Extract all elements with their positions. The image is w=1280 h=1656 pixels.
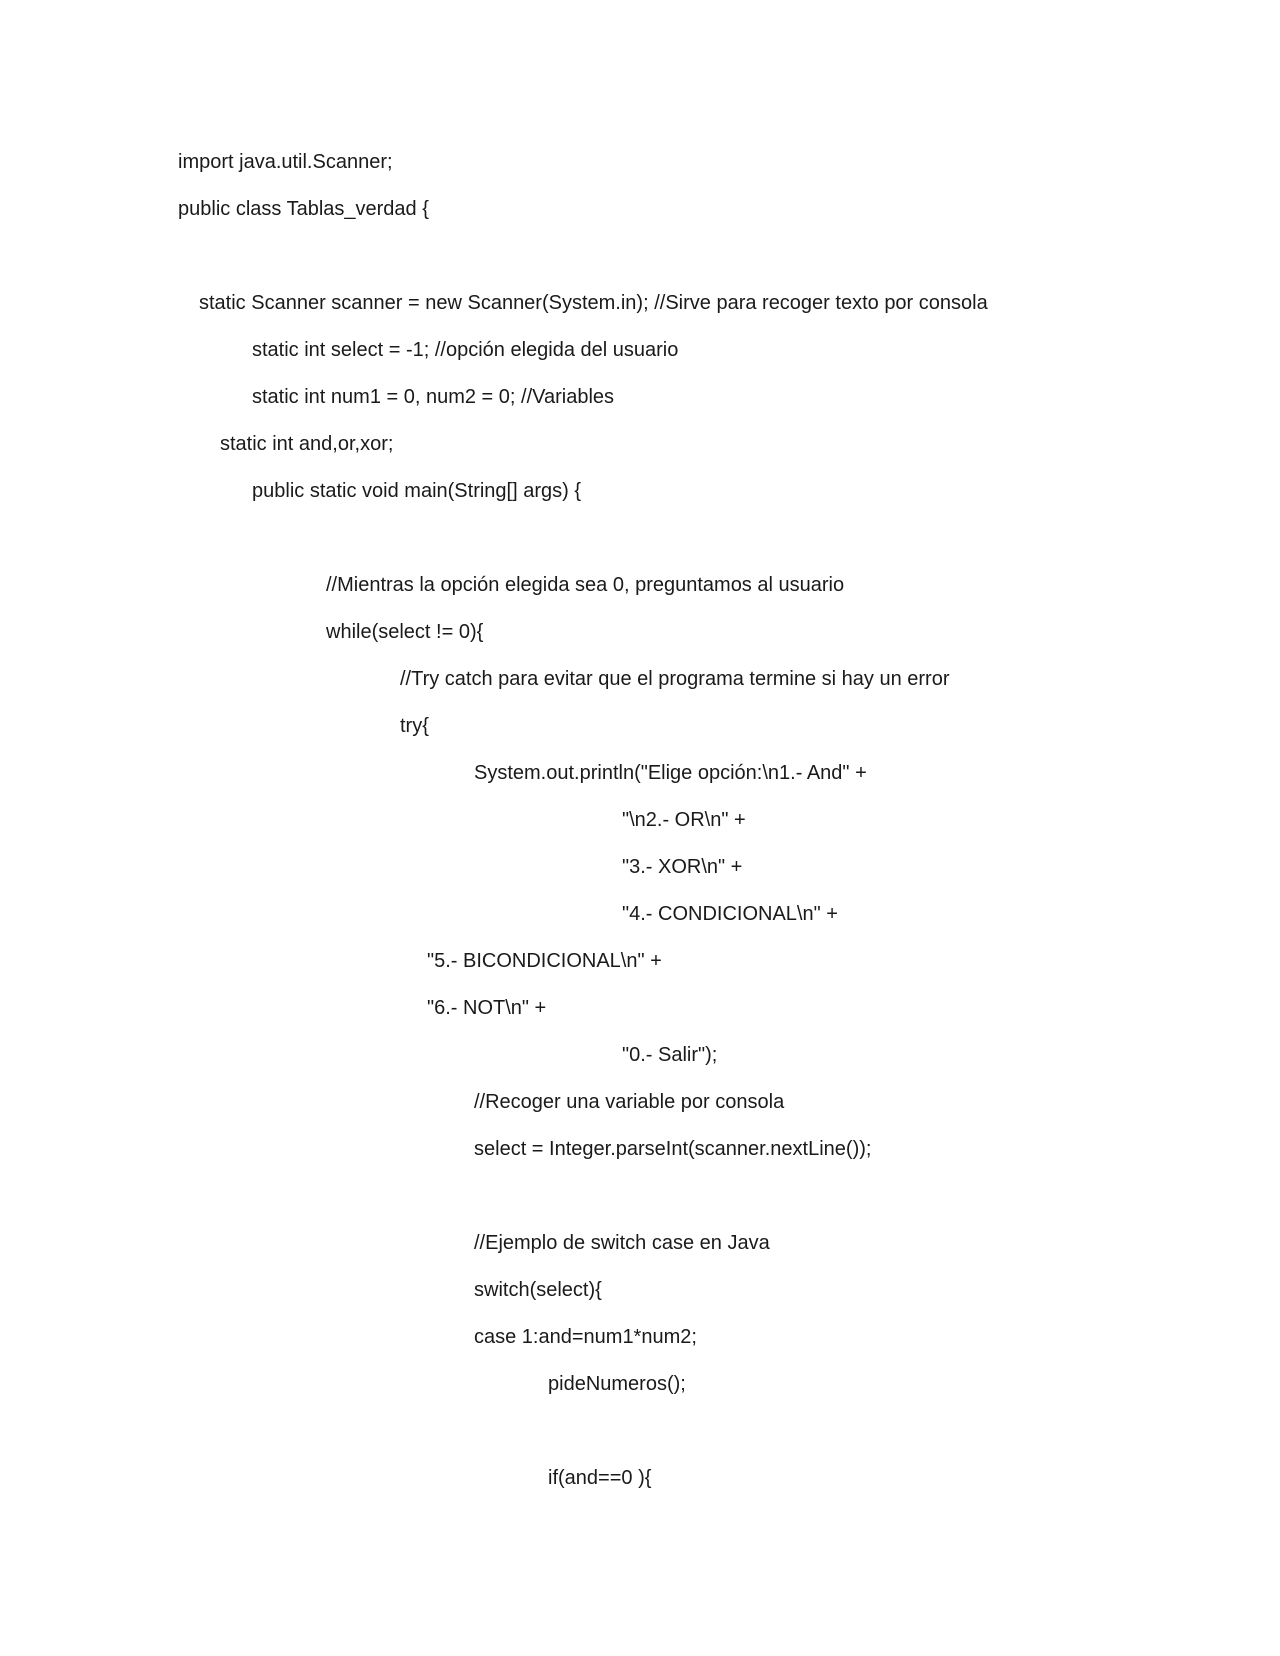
- code-line-println: System.out.println("Elige opción:\n1.- And" +: [474, 762, 867, 784]
- code-line-comment-while: //Mientras la opción elegida sea 0, preguntamos al usuario: [326, 574, 845, 596]
- code-line-if-and: if(and==0 ){: [548, 1467, 652, 1489]
- code-line-option-5: "5.- BICONDICIONAL\n" +: [427, 950, 662, 972]
- code-line-option-0: "0.- Salir");: [622, 1044, 718, 1066]
- code-line-try: try{: [400, 715, 429, 737]
- code-line-comment-try: //Try catch para evitar que el programa termine si hay un error: [400, 668, 950, 690]
- code-line-scanner: static Scanner scanner = new Scanner(System.in); //Sirve para recoger texto por consola: [199, 292, 988, 314]
- code-line-case-1: case 1:and=num1*num2;: [474, 1326, 697, 1348]
- code-line-nums: static int num1 = 0, num2 = 0; //Variables: [252, 386, 615, 408]
- code-line-import: import java.util.Scanner;: [178, 151, 393, 173]
- code-line-option-2: "\n2.- OR\n" +: [622, 809, 746, 831]
- code-line-comment-read: //Recoger una variable por consola: [474, 1091, 785, 1113]
- code-line-while: while(select != 0){: [326, 621, 484, 643]
- code-line-pide-numeros: pideNumeros();: [548, 1373, 686, 1395]
- code-line-and-or-xor: static int and,or,xor;: [220, 433, 394, 455]
- code-line-select: static int select = -1; //opción elegida del usuario: [252, 339, 679, 361]
- code-line-comment-switch: //Ejemplo de switch case en Java: [474, 1232, 770, 1254]
- code-line-switch: switch(select){: [474, 1279, 602, 1301]
- code-line-main: public static void main(String[] args) {: [252, 480, 582, 502]
- code-line-parse-int: select = Integer.parseInt(scanner.nextLine());: [474, 1138, 872, 1160]
- code-line-class-declaration: public class Tablas_verdad {: [178, 198, 429, 220]
- code-line-option-6: "6.- NOT\n" +: [427, 997, 547, 1019]
- code-line-option-3: "3.- XOR\n" +: [622, 856, 743, 878]
- code-line-option-4: "4.- CONDICIONAL\n" +: [622, 903, 838, 925]
